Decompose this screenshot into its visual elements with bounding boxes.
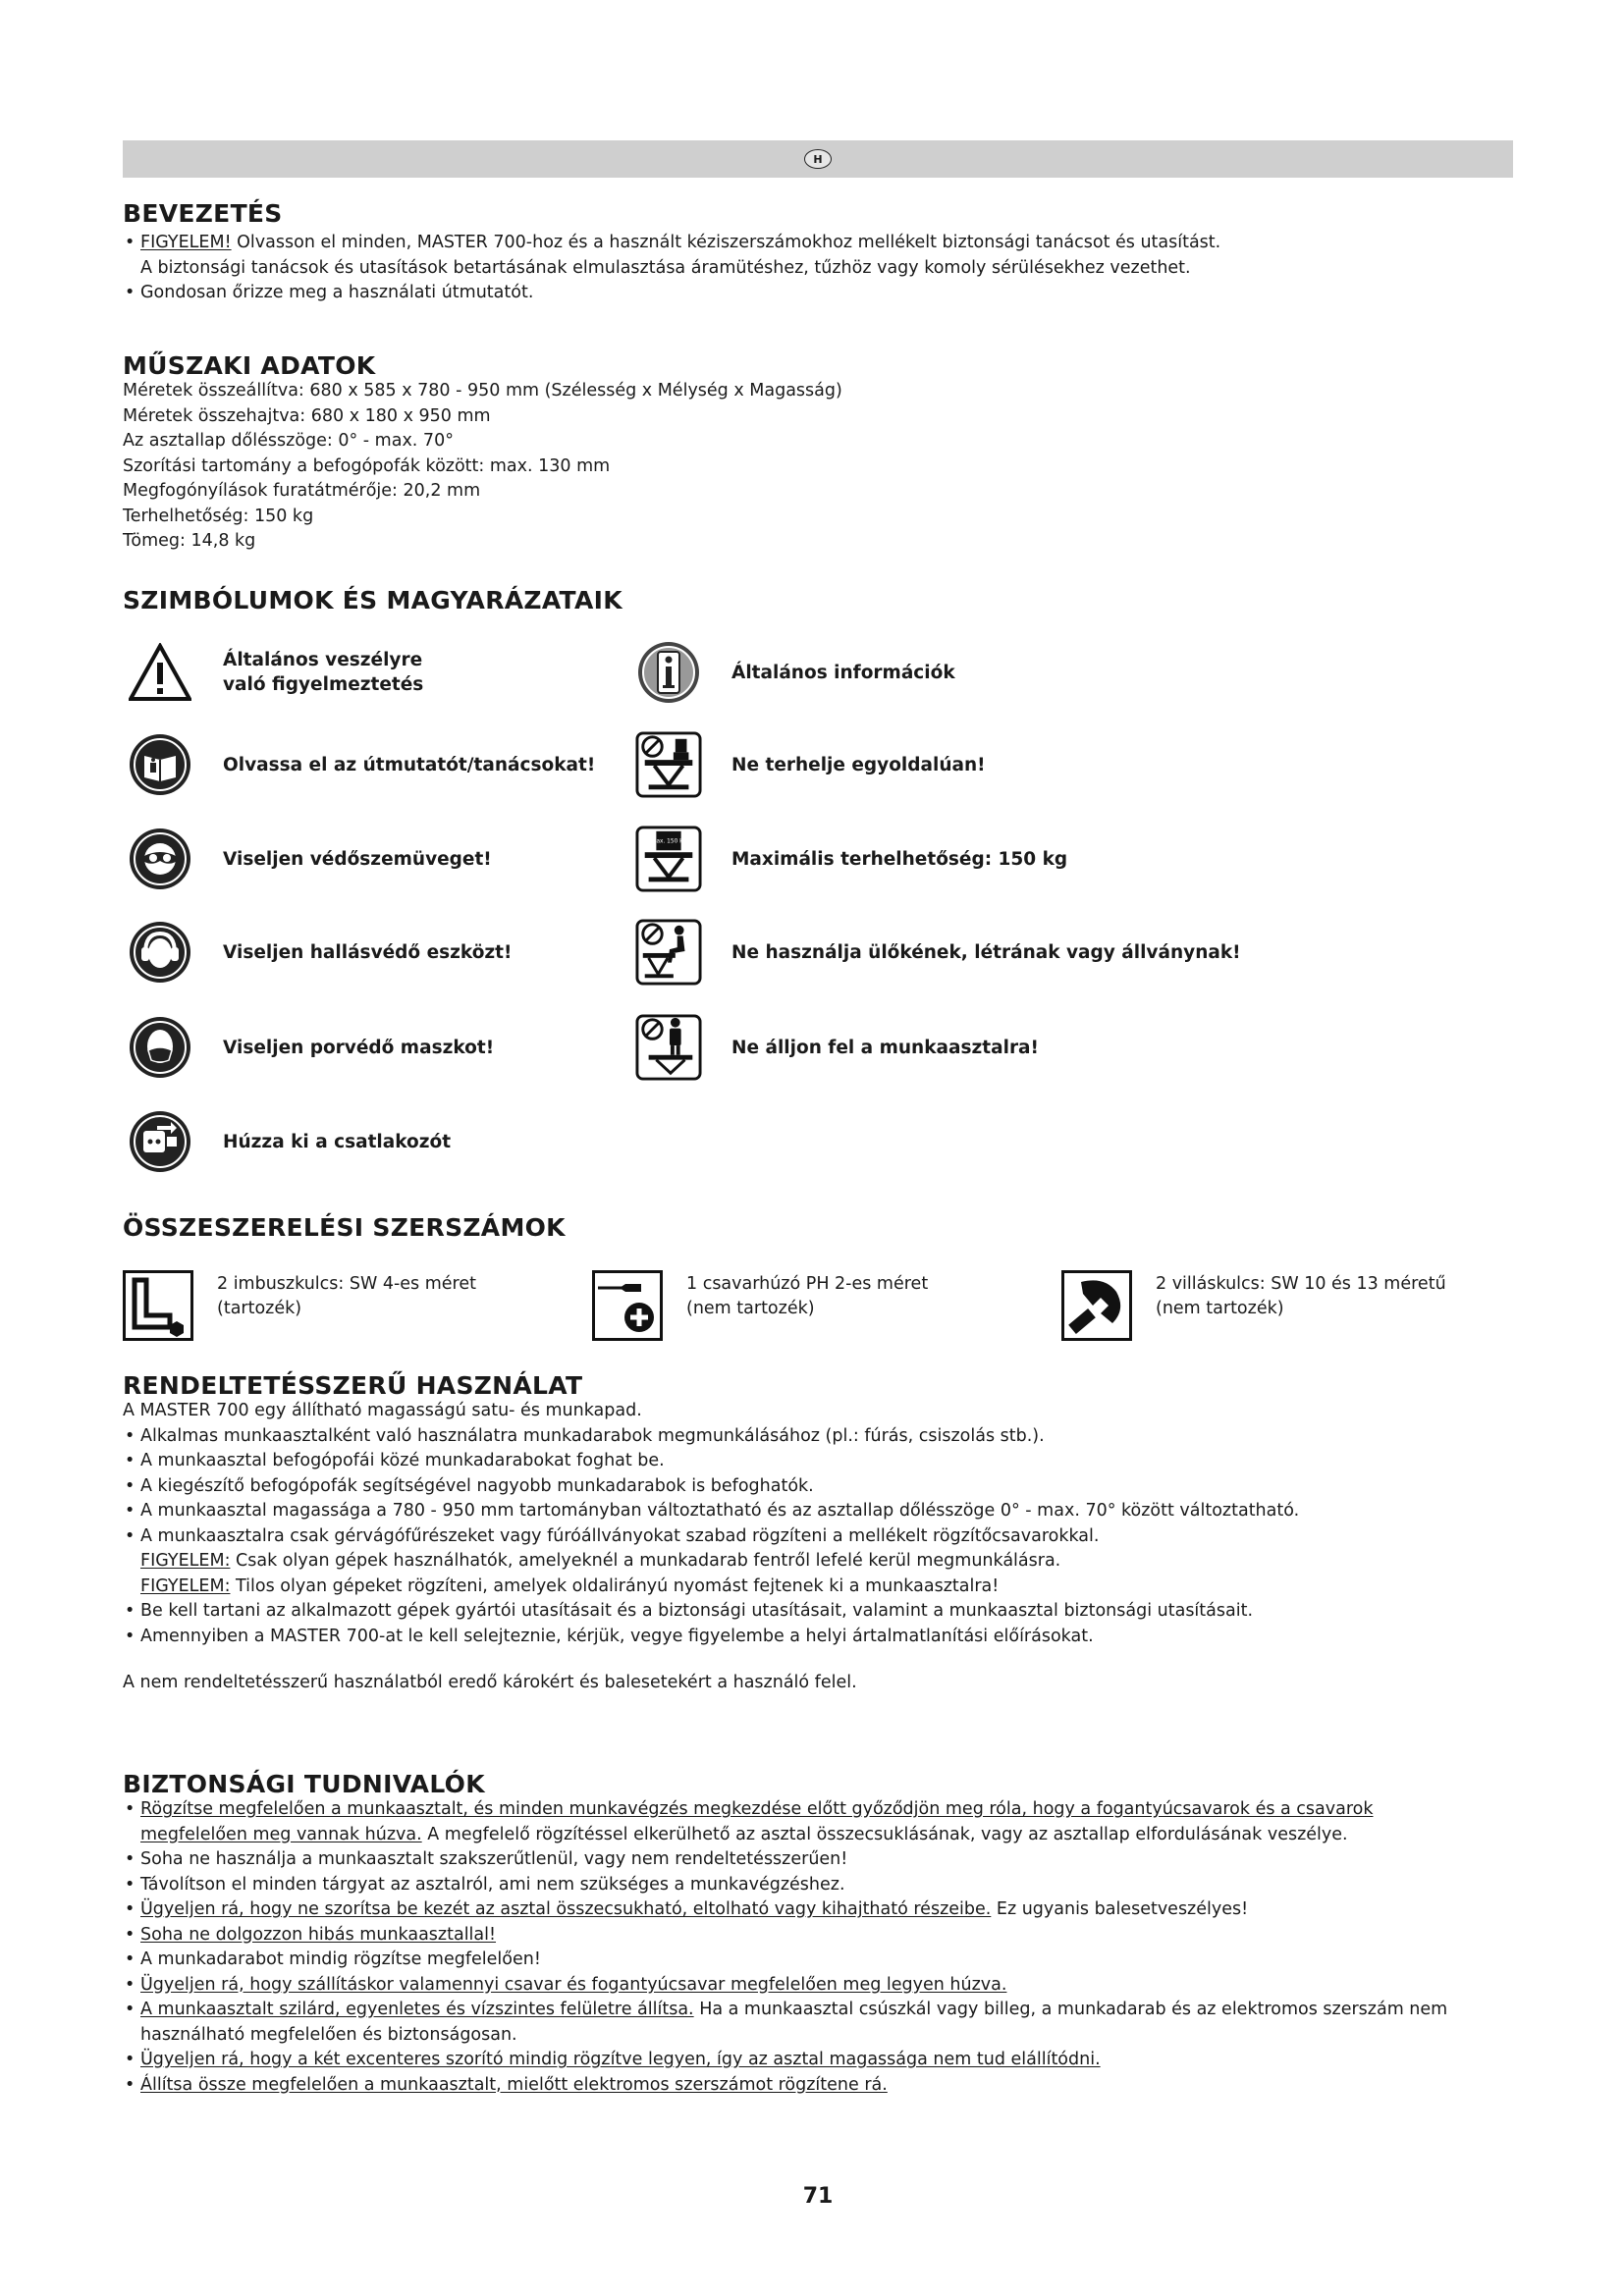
symbol-label: Viseljen védőszemüveget! — [223, 848, 492, 870]
intro-bullet-2: • Gondosan őrizze meg a használati útmutatót. — [123, 281, 1513, 306]
tool-hex-key — [123, 1270, 476, 1341]
safety-goggles-icon — [127, 826, 193, 892]
symbol-row-dust-mask — [127, 1014, 494, 1081]
spec-line: Terhelhetőség: 150 kg — [123, 506, 314, 526]
tools-title: ÖSSZESZERELÉSI SZERSZÁMOK — [123, 1213, 566, 1242]
spec-line: Méretek összeállítva: 680 x 585 x 780 - 950 mm (Szélesség x Mélység x Magasság) — [123, 381, 842, 400]
symbol-row-warning — [127, 639, 423, 706]
usage-title: RENDELTETÉSSZERŰ HASZNÁLAT — [123, 1371, 583, 1400]
safety-section — [123, 1770, 1513, 2098]
tool-label: 2 villáskulcs: SW 10 és 13 méretű (nem tartozék) — [1156, 1274, 1446, 1318]
intro-title: BEVEZETÉS — [123, 199, 283, 228]
symbol-label: Maximális terhelhetőség: 150 kg — [731, 848, 1068, 870]
usage-bullet: • Alkalmas munkaasztalként való használatra munkadarabok megmunkálásához (pl.: fúrás, csiszolás stb.). — [123, 1424, 1513, 1450]
spec-line: Méretek összehajtva: 680 x 180 x 950 mm — [123, 405, 491, 426]
tool-screwdriver — [592, 1270, 928, 1341]
usage-bullet: • A munkaasztalra csak gérvágófűrészeket vagy fúróállványokat szabad rögzíteni a mellékelt rögzítőcsavarokkal. — [123, 1524, 1513, 1550]
usage-bullet: • A kiegészítő befogópofák segítségével nagyobb munkadarabok is befoghatók. — [123, 1474, 1513, 1500]
symbol-row-max-load — [635, 826, 1067, 892]
unplug-icon — [127, 1108, 193, 1175]
specs-title: MŰSZAKI ADATOK — [123, 351, 376, 380]
language-badge: H — [804, 149, 832, 169]
safety-item: • A munkadarabot mindig rögzítse megfelelően! — [123, 1948, 1513, 1973]
symbol-label: Általános veszélyre való figyelmeztetés — [223, 650, 424, 695]
safety-item: • Soha ne használja a munkaasztalt szakszerűtlenül, vagy nem rendeltetésszerűen! — [123, 1847, 1513, 1873]
spec-line: Megfogónyílások furatátmérője: 20,2 mm — [123, 481, 481, 501]
symbol-row-read-manual — [127, 731, 595, 798]
usage-warning-1: FIGYELEM: Csak olyan gépek használhatók, amelyeknél a munkadarab fentről lefelé kerül megmunkálásra. — [140, 1551, 1061, 1571]
usage-section — [123, 1371, 1513, 1696]
symbol-row-one-sided-load — [635, 731, 986, 798]
header-bar — [123, 140, 1513, 178]
symbols-title: SZIMBÓLUMOK ÉS MAGYARÁZATAIK — [123, 586, 623, 614]
tool-label: 1 csavarhúzó PH 2-es méret (nem tartozék) — [686, 1274, 929, 1318]
symbol-row-no-standing — [635, 1014, 1039, 1081]
usage-bullet: • A munkaasztal befogópofái közé munkadarabokat foghat be. — [123, 1449, 1513, 1474]
symbols-section — [123, 586, 1513, 1175]
ear-protection-icon — [127, 919, 193, 986]
info-icon — [635, 639, 702, 706]
safety-item: • Ügyeljen rá, hogy szállításkor valamennyi csavar és fogantyúcsavar megfelelően meg legyen húzva. — [123, 1973, 1513, 1999]
symbol-label: Olvassa el az útmutatót/tanácsokat! — [223, 754, 596, 775]
usage-bullet: • A munkaasztal magassága a 780 - 950 mm tartományban változtatható és az asztallap dőlésszöge 0° - max. 70° között változtatható. — [123, 1499, 1513, 1524]
tool-label: 2 imbuszkulcs: SW 4-es méret (tartozék) — [217, 1274, 476, 1318]
safety-title: BIZTONSÁGI TUDNIVALÓK — [123, 1770, 485, 1798]
hex-key-icon — [123, 1270, 193, 1341]
symbol-row-ear-protection — [127, 919, 512, 986]
max-load-icon — [635, 826, 702, 892]
symbol-row-no-sitting — [635, 919, 1241, 986]
spec-line: Az asztallap dőlésszöge: 0° - max. 70° — [123, 431, 454, 451]
max-load-badge: max. 150 kg — [650, 838, 687, 845]
symbol-label: Viseljen hallásvédő eszközt! — [223, 941, 513, 963]
safety-item: • Állítsa össze megfelelően a munkaasztalt, mielőtt elektromos szerszámot rögzítene rá. — [123, 2073, 1513, 2099]
warning-label: FIGYELEM! — [140, 233, 232, 252]
specs-section — [123, 351, 1513, 555]
tool-wrench — [1061, 1270, 1446, 1341]
symbol-label: Ne terhelje egyoldalúan! — [731, 754, 986, 775]
warning-triangle-icon — [127, 639, 193, 706]
page-number: 71 — [802, 2184, 834, 2209]
no-standing-icon — [635, 1014, 702, 1081]
safety-item: • Soha ne dolgozzon hibás munkaasztallal! — [123, 1923, 1513, 1949]
screwdriver-icon — [592, 1270, 663, 1341]
wrench-icon — [1061, 1270, 1132, 1341]
safety-item: • Távolítson el minden tárgyat az asztalról, ami nem szükséges a munkavégzéshez. — [123, 1873, 1513, 1898]
spec-line: Tömeg: 14,8 kg — [123, 531, 256, 551]
intro-bullet-1: • FIGYELEM! Olvasson el minden, MASTER 700-hoz és a használt kéziszerszámokhoz mellékelt biztonsági tanácsot és utasítást. — [123, 231, 1513, 256]
symbol-label: Ne használja ülőkének, létrának vagy állványnak! — [731, 941, 1241, 963]
safety-item: • Ügyeljen rá, hogy a két excenteres szorító mindig rögzítve legyen, így az asztal magassága nem tud elállítódni. — [123, 2048, 1513, 2073]
spec-line: Szorítási tartomány a befogópofák között: max. 130 mm — [123, 455, 611, 476]
symbol-row-goggles — [127, 826, 492, 892]
intro-section — [123, 199, 1513, 306]
safety-item-cont: megfelelően meg vannak húzva. A megfelelő rögzítéssel elkerülhető az asztal összecsuklásának, vagy az asztallap elfordulásának veszélye. — [140, 1824, 1348, 1844]
no-one-sided-load-icon — [635, 731, 702, 798]
usage-warning-2: FIGYELEM: Tilos olyan gépeket rögzíteni, amelyek oldalirányú nyomást fejtenek ki a munkaasztalra! — [140, 1575, 1000, 1596]
intro-bullet-1-cont: A biztonsági tanácsok és utasítások betartásának elmulasztása áramütéshez, tűzhöz vagy komoly sérülésekhez vezethet. — [140, 257, 1191, 278]
read-manual-icon — [127, 731, 193, 798]
usage-bullet: • Amennyiben a MASTER 700-at le kell selejteznie, kérjük, vegye figyelembe a helyi ártalmatlanítási előírásokat. — [123, 1625, 1513, 1650]
symbol-row-unplug — [127, 1108, 451, 1175]
usage-bullet: • Be kell tartani az alkalmazott gépek gyártói utasításait és a biztonsági utasításait, valamint a munkaasztal biztonsági utasításait. — [123, 1599, 1513, 1625]
safety-item: • Ügyeljen rá, hogy ne szorítsa be kezét az asztal összecsukható, eltolható vagy kihajtható részeibe. Ez ugyanis balesetveszélyes! — [123, 1897, 1513, 1923]
usage-disclaimer: A nem rendeltetésszerű használatból eredő károkért és balesetekért a használó felel. — [123, 1673, 857, 1692]
symbol-label: Húzza ki a csatlakozót — [223, 1131, 452, 1152]
safety-item: • A munkaasztalt szilárd, egyenletes és vízszintes felületre állítsa. Ha a munkaasztal csúszkál vagy billeg, a munkadarab és az elektromos szerszám nem — [123, 1998, 1513, 2023]
symbol-label: Viseljen porvédő maszkot! — [223, 1037, 495, 1058]
symbol-row-info — [635, 639, 955, 706]
safety-item: • Rögzítse megfelelően a munkaasztalt, és minden munkavégzés megkezdése előtt győződjön meg róla, hogy a fogantyúcsavarok és a csavarok — [123, 1797, 1513, 1823]
symbol-label: Általános információk — [731, 662, 955, 683]
safety-item-cont: használható megfelelően és biztonságosan. — [140, 2024, 517, 2045]
usage-intro: A MASTER 700 egy állítható magasságú satu- és munkapad. — [123, 1401, 642, 1420]
no-sitting-icon — [635, 919, 702, 986]
dust-mask-icon — [127, 1014, 193, 1081]
tools-section — [123, 1213, 1513, 1341]
symbol-label: Ne álljon fel a munkaasztalra! — [731, 1037, 1039, 1058]
